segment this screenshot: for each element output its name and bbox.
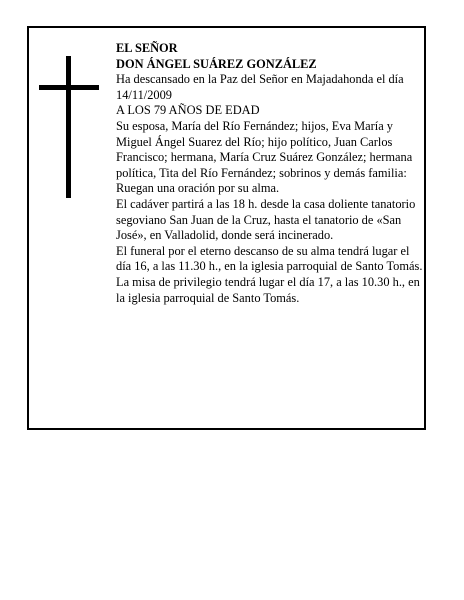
funeral-procession-info: El cadáver partirá a las 18 h. desde la casa doliente tanatorio segoviano San Juan de la Cruz, hasta el tanatorio de «San José», en Valladolid, donde será incinerado. bbox=[116, 196, 416, 243]
funeral-mass-info: El funeral por el eterno descanso de su alma tendrá lugar el día 16, a las 11.30 h., en la iglesia parroquial de Santo Tomás. bbox=[116, 243, 423, 274]
cross-vertical-bar bbox=[66, 56, 71, 198]
prayer-request: Ruegan una oración por su alma. bbox=[116, 181, 280, 196]
notice-title-line1: EL SEÑOR bbox=[116, 41, 178, 55]
deceased-name: DON ÁNGEL SUÁREZ GONZÁLEZ bbox=[116, 56, 317, 71]
family-list: Su esposa, María del Río Fernández; hijos, Eva María y Miguel Ángel Suarez del Río; hijo político, Juan Carlos Francisco; hermana, María Cruz Suárez González; hermana política, Tita del Río Fernández; sobrinos y demás familia: bbox=[116, 118, 413, 180]
cross-horizontal-bar bbox=[39, 85, 99, 90]
latin-cross-icon bbox=[39, 56, 99, 198]
obituary-text-block bbox=[116, 41, 424, 306]
age-line: A LOS 79 AÑOS DE EDAD bbox=[116, 103, 260, 118]
privilege-mass-info: La misa de privilegio tendrá lugar el día 17, a las 10.30 h., en la iglesia parroquial de Santo Tomás. bbox=[116, 274, 420, 305]
obituary-notice-frame bbox=[27, 26, 426, 430]
death-announcement: Ha descansado en la Paz del Señor en Majadahonda el día 14/11/2009 bbox=[116, 72, 404, 102]
